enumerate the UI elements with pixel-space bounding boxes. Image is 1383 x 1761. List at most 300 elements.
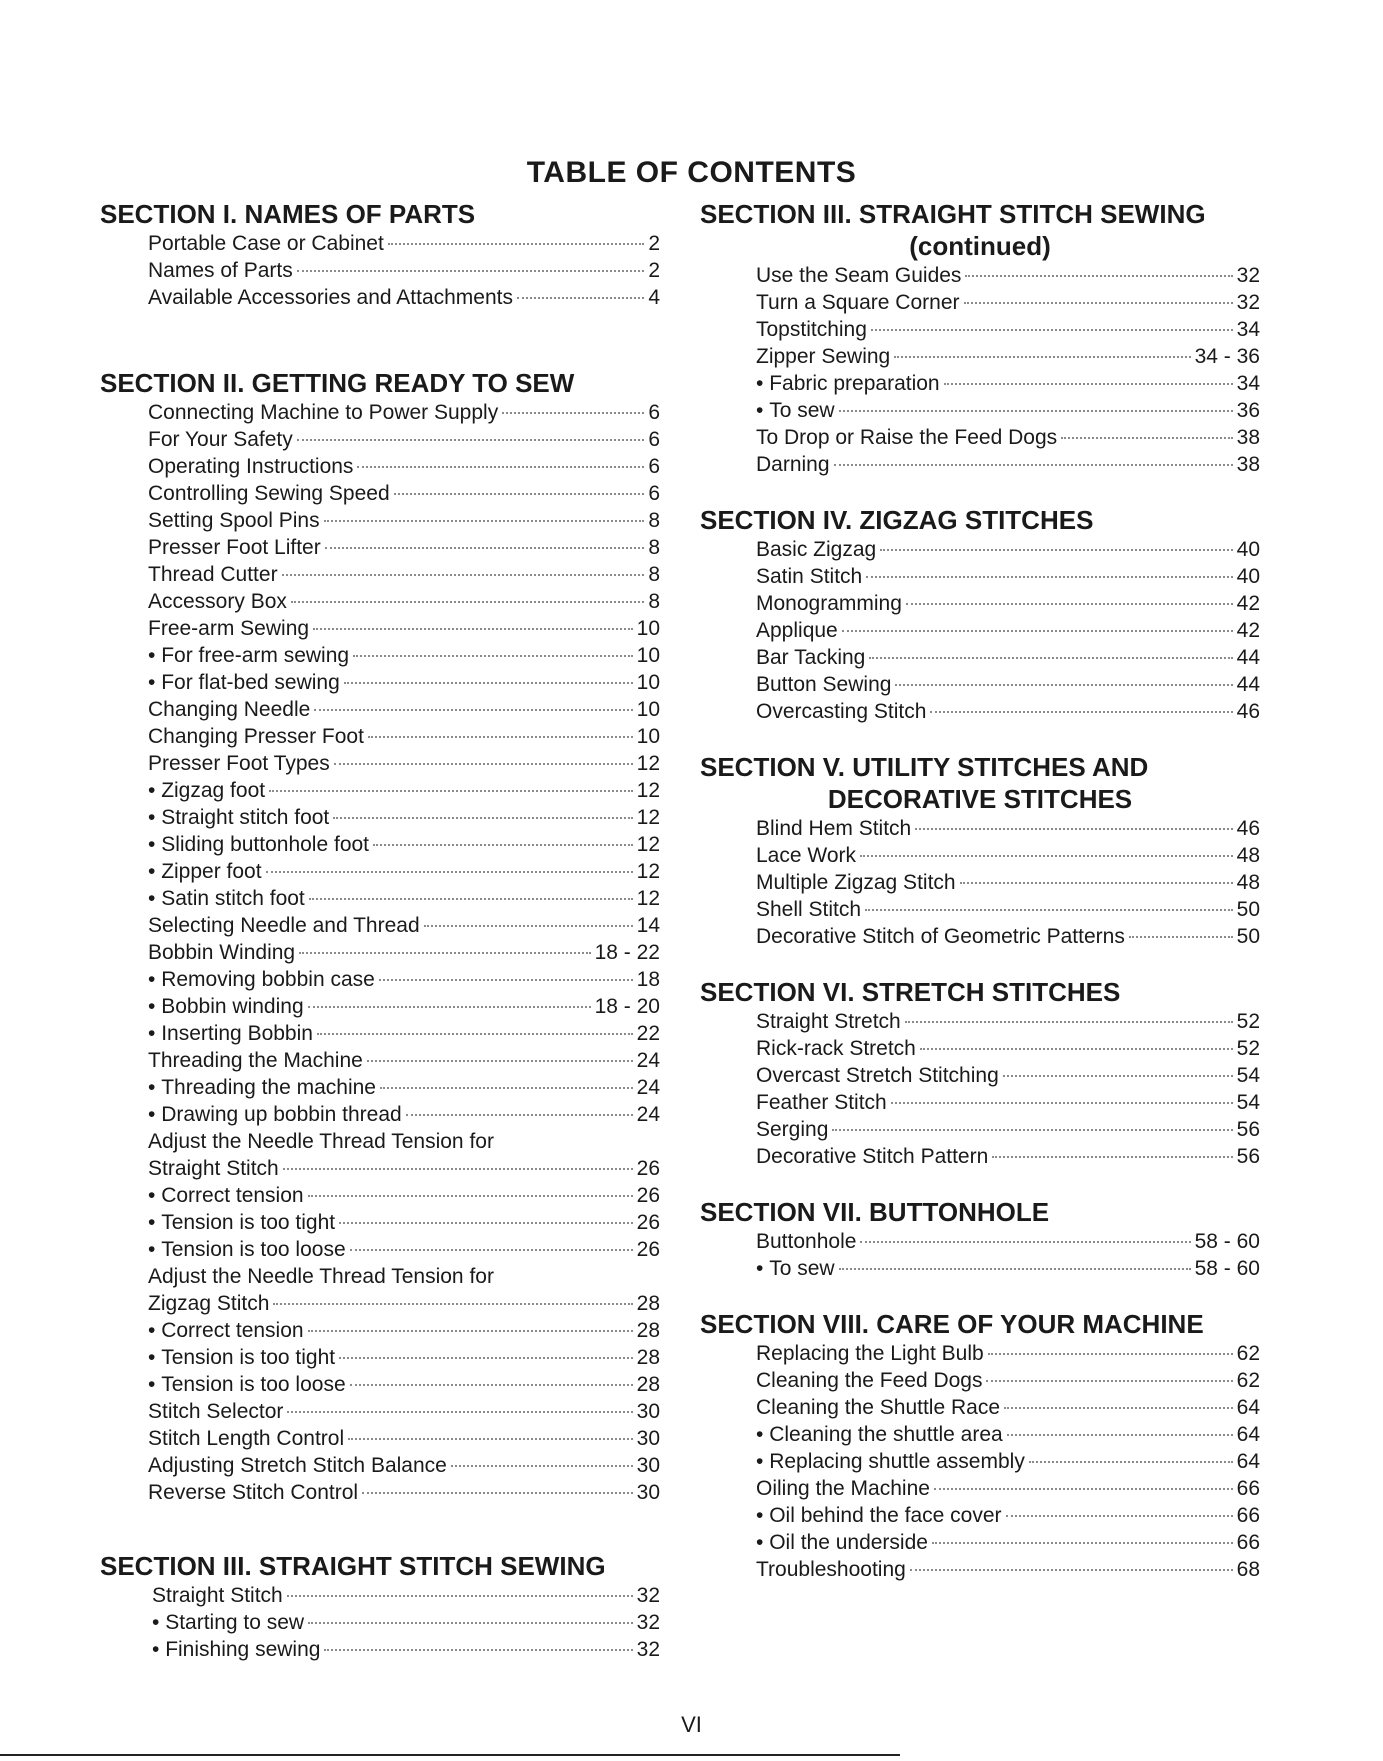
entry-label: • Replacing shuttle assembly — [756, 1448, 1025, 1475]
entry-label: • For flat-bed sewing — [148, 669, 340, 696]
entry-label: Decorative Stitch of Geometric Patterns — [756, 925, 1125, 948]
toc-entry — [152, 1636, 660, 1663]
entry-label: • Tension is too loose — [148, 1371, 346, 1398]
dot-leader — [308, 1330, 633, 1332]
toc-section — [700, 1196, 1260, 1282]
dot-leader — [960, 882, 1233, 884]
entry-label: Thread Cutter — [148, 563, 278, 586]
entry-page: 2 — [648, 232, 660, 255]
entry-label: Names of Parts — [148, 259, 293, 282]
entry-page: 46 — [1236, 700, 1260, 723]
dot-leader — [314, 709, 632, 711]
dot-leader — [834, 464, 1233, 466]
entry-label: Rick-rack Stretch — [756, 1037, 916, 1060]
toc-entry — [148, 939, 660, 966]
section-title: SECTION II. GETTING READY TO SEW — [100, 368, 575, 398]
toc-entry — [756, 424, 1260, 451]
section-title: SECTION III. STRAIGHT STITCH SEWING — [100, 1551, 606, 1581]
entry-page: 36 — [1236, 399, 1260, 422]
dot-leader — [368, 736, 633, 738]
toc-section — [700, 198, 1260, 478]
entry-label: Zipper Sewing — [756, 345, 891, 368]
entry-label: Applique — [756, 619, 838, 642]
dot-leader — [1029, 1461, 1233, 1463]
dot-leader — [964, 302, 1233, 304]
entry-page: 56 — [1236, 1145, 1260, 1168]
dot-leader — [965, 275, 1232, 277]
entry-page: 28 — [636, 1373, 660, 1396]
section-title: SECTION I. NAMES OF PARTS — [100, 199, 476, 229]
entry-page: 32 — [1236, 291, 1260, 314]
entry-label: • Drawing up bobbin thread — [148, 1101, 402, 1128]
toc-entry — [756, 842, 1260, 869]
entry-label: Free-arm Sewing — [148, 617, 310, 640]
toc-entry — [756, 590, 1260, 617]
toc-entry — [148, 804, 660, 831]
entry-page: 28 — [636, 1292, 660, 1315]
section-title: SECTION IV. ZIGZAG STITCHES — [700, 505, 1094, 535]
toc-entry — [148, 1344, 660, 1371]
entry-page: 32 — [636, 1584, 660, 1607]
section-title: SECTION VII. BUTTONHOLE — [700, 1197, 1050, 1227]
toc-entry — [152, 1582, 660, 1609]
toc-entry — [148, 453, 660, 480]
toc-entry — [148, 1236, 660, 1263]
entry-page: 10 — [636, 617, 660, 640]
entry-page: 34 — [1236, 318, 1260, 341]
entry-label: Threading the Machine — [148, 1049, 363, 1072]
entry-label: Oiling the Machine — [756, 1477, 930, 1500]
toc-entry — [148, 1371, 660, 1398]
dot-leader — [871, 329, 1233, 331]
dot-leader — [282, 574, 645, 576]
entry-label: Portable Case or Cabinet — [148, 232, 384, 255]
entry-label: • Bobbin winding — [148, 993, 304, 1020]
dot-leader — [373, 844, 633, 846]
toc-entry — [756, 316, 1260, 343]
entry-label: Multiple Zigzag Stitch — [756, 871, 956, 894]
dot-leader — [932, 1542, 1233, 1544]
entry-page: 24 — [636, 1049, 660, 1072]
dot-leader — [424, 925, 633, 927]
entry-label: Changing Needle — [148, 698, 311, 721]
dot-leader — [379, 979, 633, 981]
toc-entry — [148, 1047, 660, 1074]
dot-leader — [906, 603, 1233, 605]
entry-page: 64 — [1236, 1396, 1260, 1419]
dot-leader — [910, 1569, 1233, 1571]
toc-entry — [756, 370, 1260, 397]
entry-label: Straight Stitch — [152, 1584, 283, 1607]
dot-leader — [934, 1488, 1233, 1490]
toc-entry — [756, 1143, 1260, 1170]
toc-entry — [756, 1529, 1260, 1556]
toc-entry — [148, 1209, 660, 1236]
entry-page: 38 — [1236, 426, 1260, 449]
toc-entry — [148, 750, 660, 777]
toc-entry-list — [700, 1228, 1260, 1282]
entry-page: 34 — [1236, 372, 1260, 395]
dot-leader — [930, 711, 1232, 713]
dot-leader — [266, 871, 633, 873]
toc-entry — [148, 696, 660, 723]
dot-leader — [406, 1114, 633, 1116]
toc-entry — [148, 588, 660, 615]
entry-page: 68 — [1236, 1558, 1260, 1581]
entry-page: 12 — [636, 860, 660, 883]
entry-label: • Finishing sewing — [152, 1636, 320, 1663]
toc-entry-list — [100, 230, 660, 311]
entry-page: 64 — [1236, 1450, 1260, 1473]
entry-label: Changing Presser Foot — [148, 725, 364, 748]
entry-page: 56 — [1236, 1118, 1260, 1141]
dot-leader — [451, 1465, 633, 1467]
entry-label: Zigzag Stitch — [148, 1292, 270, 1315]
toc-section — [700, 504, 1260, 725]
entry-page: 52 — [1236, 1037, 1260, 1060]
entry-page: 62 — [1236, 1342, 1260, 1365]
dot-leader — [986, 1380, 1232, 1382]
page-title: TABLE OF CONTENTS — [526, 156, 857, 189]
entry-label: Topstitching — [756, 318, 867, 341]
entry-page: 12 — [636, 779, 660, 802]
entry-label: Replacing the Light Bulb — [756, 1342, 984, 1365]
entry-label: Stitch Length Control — [148, 1427, 345, 1450]
entry-label: Adjust the Needle Thread Tension for — [148, 1265, 494, 1288]
dot-leader — [502, 412, 644, 414]
dot-leader — [269, 790, 633, 792]
toc-entry — [148, 284, 660, 311]
dot-leader — [344, 682, 633, 684]
toc-entry — [148, 669, 660, 696]
toc-entry — [756, 1394, 1260, 1421]
entry-label: • To sew — [756, 397, 835, 424]
entry-label: • Cleaning the shuttle area — [756, 1421, 1003, 1448]
toc-section — [100, 367, 660, 1506]
entry-page: 38 — [1236, 453, 1260, 476]
dot-leader — [334, 763, 633, 765]
dot-leader — [299, 952, 591, 954]
entry-page: 32 — [636, 1638, 660, 1661]
entry-label: Selecting Needle and Thread — [148, 914, 420, 937]
entry-page: 10 — [636, 644, 660, 667]
dot-leader — [944, 383, 1233, 385]
dot-leader — [1004, 1407, 1233, 1409]
section-title: SECTION V. UTILITY STITCHES AND — [700, 752, 1149, 782]
dot-leader — [291, 601, 644, 603]
entry-label: • Oil the underside — [756, 1529, 928, 1556]
entry-page: 2 — [648, 259, 660, 282]
entry-page: 46 — [1236, 817, 1260, 840]
entry-page: 6 — [648, 482, 660, 505]
toc-entry — [148, 777, 660, 804]
dot-leader — [1006, 1515, 1233, 1517]
dot-leader — [357, 466, 644, 468]
bottom-rule — [0, 1754, 900, 1756]
entry-page: 10 — [636, 725, 660, 748]
entry-label: • Satin stitch foot — [148, 885, 305, 912]
dot-leader — [1061, 437, 1232, 439]
toc-entry-list — [700, 262, 1260, 478]
entry-page: 26 — [636, 1157, 660, 1180]
dot-leader — [842, 630, 1233, 632]
entry-page: 10 — [636, 698, 660, 721]
entry-label: Adjust the Needle Thread Tension for — [148, 1130, 494, 1153]
entry-label: • Oil behind the face cover — [756, 1502, 1002, 1529]
dot-leader — [317, 1033, 633, 1035]
toc-entry — [148, 1317, 660, 1344]
toc-entry — [756, 815, 1260, 842]
section-title: SECTION III. STRAIGHT STITCH SEWING — [700, 199, 1206, 229]
toc-entry — [148, 1452, 660, 1479]
dot-leader — [309, 898, 633, 900]
dot-leader — [839, 410, 1233, 412]
entry-page: 66 — [1236, 1504, 1260, 1527]
entry-page: 30 — [636, 1427, 660, 1450]
dot-leader — [325, 547, 645, 549]
toc-entry — [148, 642, 660, 669]
toc-entry — [148, 230, 660, 257]
toc-entry — [756, 923, 1260, 950]
entry-page: 28 — [636, 1319, 660, 1342]
toc-entry — [756, 262, 1260, 289]
toc-entry — [756, 451, 1260, 478]
toc-entry — [148, 1101, 660, 1128]
dot-leader — [313, 628, 633, 630]
entry-page: 10 — [636, 671, 660, 694]
entry-label: • Removing bobbin case — [148, 966, 375, 993]
entry-page: 8 — [648, 590, 660, 613]
entry-page: 24 — [636, 1103, 660, 1126]
toc-section — [700, 751, 1260, 950]
entry-page: 12 — [636, 806, 660, 829]
toc-entry — [148, 858, 660, 885]
toc-section — [700, 976, 1260, 1170]
toc-entry-list — [100, 399, 660, 1506]
entry-page: 6 — [648, 455, 660, 478]
toc-entry — [148, 507, 660, 534]
entry-label: Shell Stitch — [756, 898, 862, 921]
entry-label: Straight Stitch — [148, 1157, 279, 1180]
toc-entry — [756, 1367, 1260, 1394]
toc-entry — [148, 1155, 660, 1182]
entry-page: 18 - 22 — [594, 941, 660, 964]
entry-label: Basic Zigzag — [756, 538, 877, 561]
entry-page: 6 — [648, 428, 660, 451]
toc-entry — [148, 723, 660, 750]
toc-section — [100, 1550, 660, 1663]
section-subtitle: DECORATIVE STITCHES — [827, 784, 1133, 814]
toc-entry — [148, 257, 660, 284]
toc-entry — [756, 1421, 1260, 1448]
entry-label: Presser Foot Types — [148, 752, 330, 775]
dot-leader — [308, 1006, 591, 1008]
dot-leader — [297, 270, 645, 272]
toc-entry — [756, 1448, 1260, 1475]
section-title: SECTION VI. STRETCH STITCHES — [700, 977, 1121, 1007]
dot-leader — [273, 1303, 632, 1305]
entry-page: 12 — [636, 752, 660, 775]
toc-entry — [756, 869, 1260, 896]
dot-leader — [394, 493, 645, 495]
toc-entry — [756, 563, 1260, 590]
dot-leader — [350, 1384, 633, 1386]
entry-label: Darning — [756, 453, 830, 476]
toc-entry-list — [700, 536, 1260, 725]
dot-leader — [992, 1156, 1232, 1158]
entry-label: • Correct tension — [148, 1182, 304, 1209]
entry-page: 54 — [1236, 1091, 1260, 1114]
toc-entry — [148, 561, 660, 588]
toc-entry — [756, 1502, 1260, 1529]
dot-leader — [1007, 1434, 1233, 1436]
toc-entry — [756, 397, 1260, 424]
entry-label: Operating Instructions — [148, 455, 354, 478]
entry-label: • Starting to sew — [152, 1609, 304, 1636]
entry-page: 18 - 20 — [594, 995, 660, 1018]
toc-entry — [152, 1609, 660, 1636]
entry-label: • Straight stitch foot — [148, 804, 329, 831]
entry-page: 26 — [636, 1184, 660, 1207]
entry-label: Monogramming — [756, 592, 902, 615]
entry-label: Use the Seam Guides — [756, 264, 962, 287]
dot-leader — [388, 243, 645, 245]
entry-label: For Your Safety — [148, 428, 293, 451]
toc-entry — [148, 831, 660, 858]
dot-leader — [283, 1168, 633, 1170]
toc-entry — [148, 1128, 660, 1155]
entry-page: 8 — [648, 563, 660, 586]
toc-entry — [148, 399, 660, 426]
dot-leader — [350, 1249, 633, 1251]
toc-section — [700, 1308, 1260, 1583]
dot-leader — [1003, 1075, 1233, 1077]
toc-entry-list — [700, 1008, 1260, 1170]
entry-page: 12 — [636, 887, 660, 910]
toc-entry — [148, 1182, 660, 1209]
entry-label: Adjusting Stretch Stitch Balance — [148, 1454, 447, 1477]
entry-page: 42 — [1236, 619, 1260, 642]
dot-leader — [517, 297, 644, 299]
entry-page: 14 — [636, 914, 660, 937]
entry-label: Presser Foot Lifter — [148, 536, 321, 559]
dot-leader — [308, 1622, 633, 1624]
entry-label: • Zipper foot — [148, 858, 262, 885]
toc-entry — [756, 1475, 1260, 1502]
entry-page: 44 — [1236, 673, 1260, 696]
entry-label: • Tension is too tight — [148, 1209, 335, 1236]
toc-entry — [148, 885, 660, 912]
entry-label: Straight Stretch — [756, 1010, 901, 1033]
toc-entry — [148, 966, 660, 993]
entry-label: Accessory Box — [148, 590, 287, 613]
entry-label: • Sliding buttonhole foot — [148, 831, 369, 858]
entry-label: Lace Work — [756, 844, 856, 867]
dot-leader — [920, 1048, 1233, 1050]
entry-page: 40 — [1236, 538, 1260, 561]
entry-page: 12 — [636, 833, 660, 856]
toc-entry — [756, 343, 1260, 370]
entry-label: • Tension is too tight — [148, 1344, 335, 1371]
dot-leader — [860, 855, 1233, 857]
entry-label: Overcasting Stitch — [756, 700, 927, 723]
dot-leader — [866, 576, 1232, 578]
toc-entry — [756, 536, 1260, 563]
entry-label: • Inserting Bobbin — [148, 1020, 313, 1047]
dot-leader — [1129, 936, 1233, 938]
toc-entry — [148, 534, 660, 561]
entry-label: Turn a Square Corner — [756, 291, 960, 314]
entry-page: 66 — [1236, 1477, 1260, 1500]
toc-entry — [756, 1116, 1260, 1143]
entry-page: 50 — [1236, 925, 1260, 948]
toc-entry — [756, 1089, 1260, 1116]
toc-entry — [148, 1263, 660, 1290]
entry-label: Available Accessories and Attachments — [148, 286, 513, 309]
dot-leader — [915, 828, 1232, 830]
entry-label: Serging — [756, 1118, 829, 1141]
dot-leader — [988, 1353, 1233, 1355]
toc-entry — [148, 1020, 660, 1047]
toc-entry — [756, 1255, 1260, 1282]
toc-entry — [756, 644, 1260, 671]
toc-entry — [148, 912, 660, 939]
dot-leader — [348, 1438, 633, 1440]
entry-label: Reverse Stitch Control — [148, 1481, 359, 1504]
dot-leader — [894, 356, 1190, 358]
dot-leader — [339, 1357, 633, 1359]
entry-label: Buttonhole — [756, 1230, 857, 1253]
entry-page: 40 — [1236, 565, 1260, 588]
entry-page: 32 — [1236, 264, 1260, 287]
toc-entry — [756, 896, 1260, 923]
dot-leader — [832, 1129, 1232, 1131]
toc-entry — [756, 1008, 1260, 1035]
entry-page: 32 — [636, 1611, 660, 1634]
section-subtitle: (continued) — [909, 231, 1051, 261]
dot-leader — [869, 657, 1232, 659]
entry-label: • To sew — [756, 1255, 835, 1282]
toc-entry — [148, 993, 660, 1020]
entry-page: 58 - 60 — [1194, 1230, 1260, 1253]
dot-leader — [287, 1595, 633, 1597]
toc-entry — [148, 1398, 660, 1425]
toc-section — [100, 198, 660, 311]
dot-leader — [905, 1021, 1233, 1023]
entry-label: To Drop or Raise the Feed Dogs — [756, 426, 1058, 449]
entry-label: Cleaning the Shuttle Race — [756, 1396, 1000, 1419]
entry-label: Setting Spool Pins — [148, 509, 320, 532]
toc-entry — [148, 1074, 660, 1101]
dot-leader — [308, 1195, 633, 1197]
entry-label: Bar Tacking — [756, 646, 866, 669]
toc-entry — [756, 671, 1260, 698]
entry-label: Overcast Stretch Stitching — [756, 1064, 999, 1087]
entry-page: 28 — [636, 1346, 660, 1369]
entry-page: 24 — [636, 1076, 660, 1099]
entry-page: 64 — [1236, 1423, 1260, 1446]
entry-page: 18 — [636, 968, 660, 991]
entry-label: Feather Stitch — [756, 1091, 887, 1114]
dot-leader — [367, 1060, 633, 1062]
toc-entry-list — [700, 815, 1260, 950]
toc-entry — [756, 1340, 1260, 1367]
dot-leader — [380, 1087, 633, 1089]
toc-entry-list — [700, 1340, 1260, 1583]
entry-page: 4 — [648, 286, 660, 309]
toc-entry — [148, 1479, 660, 1506]
entry-page: 30 — [636, 1400, 660, 1423]
